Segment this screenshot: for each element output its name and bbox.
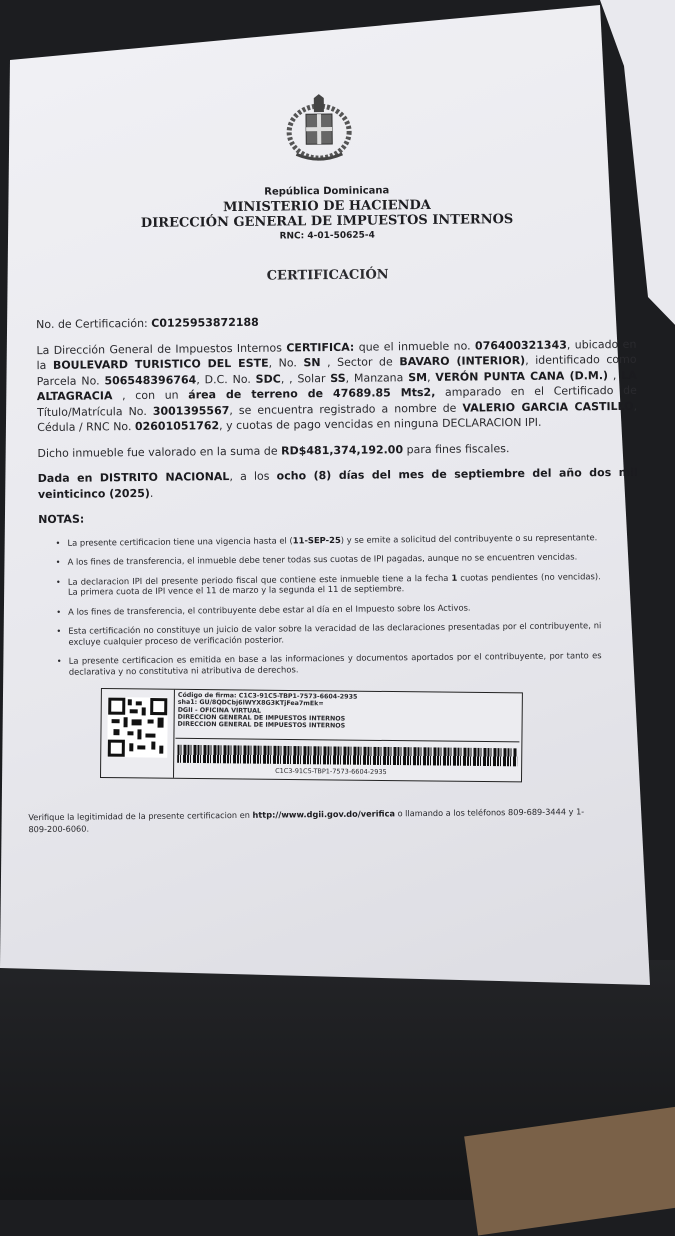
solar: SS — [330, 371, 346, 385]
barcode-icon — [177, 745, 517, 767]
pending-installments: 1 — [451, 572, 458, 583]
text: , Sector de — [320, 355, 400, 370]
property-number: 076400321343 — [474, 338, 567, 352]
text: , se encuentra registrado a nombre de — [229, 401, 463, 417]
coat-of-arms-icon — [286, 92, 353, 165]
street: BOULEVARD TURISTICO DEL ESTE — [52, 356, 269, 372]
verification-footer — [28, 805, 598, 835]
cert-number: C0125953872188 — [151, 315, 259, 330]
text: La Dirección General de Impuestos Internos — [36, 340, 287, 357]
note-item — [56, 571, 601, 598]
ministry-name: MINISTERIO DE HACIENDA — [222, 197, 431, 216]
document-title: CERTIFICACIÓN — [266, 267, 389, 284]
validity-date: 11-SEP-25 — [292, 534, 341, 545]
title-number: 3001395567 — [152, 403, 230, 418]
text: . — [149, 486, 154, 500]
cert-label: No. de Certificación: — [36, 316, 148, 332]
text: La presente certificacion es emitida en base a las informaciones y documentos aportados por el contribuyente, por tanto es declarativa y no constitutiva ni atributiva de derechos. — [68, 650, 602, 677]
text: ) y se emite a solicitud del contribuyente o su representante. — [340, 531, 598, 545]
notes-list — [55, 532, 601, 677]
province: LA ALTAGRACIA — [36, 368, 637, 404]
text: , a los — [229, 469, 277, 484]
certification-number — [36, 311, 636, 333]
note-item — [56, 601, 601, 617]
note-item — [55, 532, 600, 548]
notes-label: NOTAS: — [38, 512, 85, 527]
certifica: CERTIFICA: — [286, 340, 355, 354]
text: para fines fiscales. — [402, 441, 510, 456]
valuation-amount: RD$481,374,192.00 — [281, 442, 404, 458]
text: , , Solar — [280, 371, 331, 386]
document-body — [28, 311, 641, 835]
text: Dicho inmueble fue valorado en la suma de — [37, 444, 282, 460]
text: , No. — [268, 356, 304, 370]
text: , D.C. No. — [196, 372, 256, 386]
issue-date — [38, 465, 638, 502]
issue-date-text: ocho (8) días del mes de septiembre del año dos mil veinticinco (2025) — [37, 465, 638, 501]
text: , identificado como Parcela No. — [36, 352, 637, 388]
text: Verifique la legitimidad de la presente certificacion en — [28, 809, 253, 823]
manzana: SM — [408, 370, 428, 384]
text: A los fines de transferencia, el contribuyente debe estar al día en el Impuesto sobre los Activos. — [68, 602, 471, 617]
signature-office: DGII - OFICINA VIRTUAL — [177, 706, 262, 715]
text: amparado en el Certificado de Título/Matrícula No. — [36, 383, 637, 419]
text: , y cuotas de pago vencidas en ninguna DECLARACION IPI. — [219, 415, 542, 433]
signature-sha1: sha1: GU/8QDCbj6lWYX8G3KTjFea7mEk= — [177, 699, 324, 708]
valuation — [37, 439, 637, 461]
text: , Manzana — [345, 370, 409, 385]
note-item — [56, 551, 601, 567]
note-item — [56, 620, 601, 647]
verification-link[interactable]: http://www.dgii.gov.do/verifica — [252, 808, 395, 820]
text: cuotas pendientes (no vencidas). La primera cuota de IPI vence el 11 de marzo y la segunda el 11 de septiembre. — [67, 570, 601, 597]
text: que el inmueble no. — [354, 338, 476, 354]
text: , Cédula / RNC No. — [37, 399, 638, 435]
qr-code-icon — [101, 689, 175, 778]
street-number: SN — [303, 356, 321, 370]
signature-issuer: DIRECCION GENERAL DE IMPUESTOS INTERNOS — [177, 713, 346, 723]
text: , — [426, 370, 436, 384]
digital-signature-box — [100, 688, 523, 782]
owner-id: 02601051762 — [134, 419, 220, 434]
text: , ubicado en la — [36, 337, 637, 373]
certification-body — [36, 336, 637, 435]
municipality: VERÓN PUNTA CANA (D.M.) — [435, 368, 609, 384]
issue-place: Dada en DISTRITO NACIONAL — [37, 470, 230, 486]
land-area: área de terreno de 47689.85 Mts2, — [188, 385, 436, 402]
text: o llamando a los teléfonos 809-689-3444 y 1-809-200-6060. — [28, 806, 585, 835]
barcode-text: C1C3-91C5-TBP1-7573-6604-2935 — [275, 766, 387, 776]
sector: BAVARO (INTERIOR) — [399, 353, 526, 369]
notes-heading — [38, 506, 638, 528]
text: A los fines de transferencia, el inmueble debe tener todas sus cuotas de IPI pagadas, aunque no se encuentren vencidas. — [67, 551, 578, 567]
owner-name: VALERIO GARCIA CASTILLO — [462, 399, 634, 415]
text: Esta certificación no constituye un juicio de valor sobre la veracidad de las declaraciones presentadas por el contribuyente, ni excluye cualquier proceso de verificación posterior. — [68, 620, 602, 647]
rnc: RNC: 4-01-50625-4 — [279, 230, 375, 242]
text: , con un — [112, 388, 189, 403]
barcode-area — [175, 738, 519, 783]
text: , — [607, 368, 622, 382]
signature-issuer: DIRECCION GENERAL DE IMPUESTOS INTERNOS — [177, 720, 346, 730]
country-name: República Dominicana — [264, 185, 390, 198]
signature-code: Código de firma: C1C3-91C5-TBP1-7573-6604-2935 — [177, 691, 358, 701]
agency-name: DIRECCIÓN GENERAL DE IMPUESTOS INTERNOS — [140, 212, 514, 231]
text: La presente certificacion tiene una vigencia hasta el ( — [67, 534, 293, 548]
signature-info — [178, 692, 358, 730]
note-item — [57, 650, 602, 677]
text: La declaracion IPI del presente periodo fiscal que contiene este inmueble tiene a la fecha — [67, 572, 452, 587]
parcel: 506548396764 — [104, 372, 197, 387]
dc: SDC — [255, 372, 281, 386]
